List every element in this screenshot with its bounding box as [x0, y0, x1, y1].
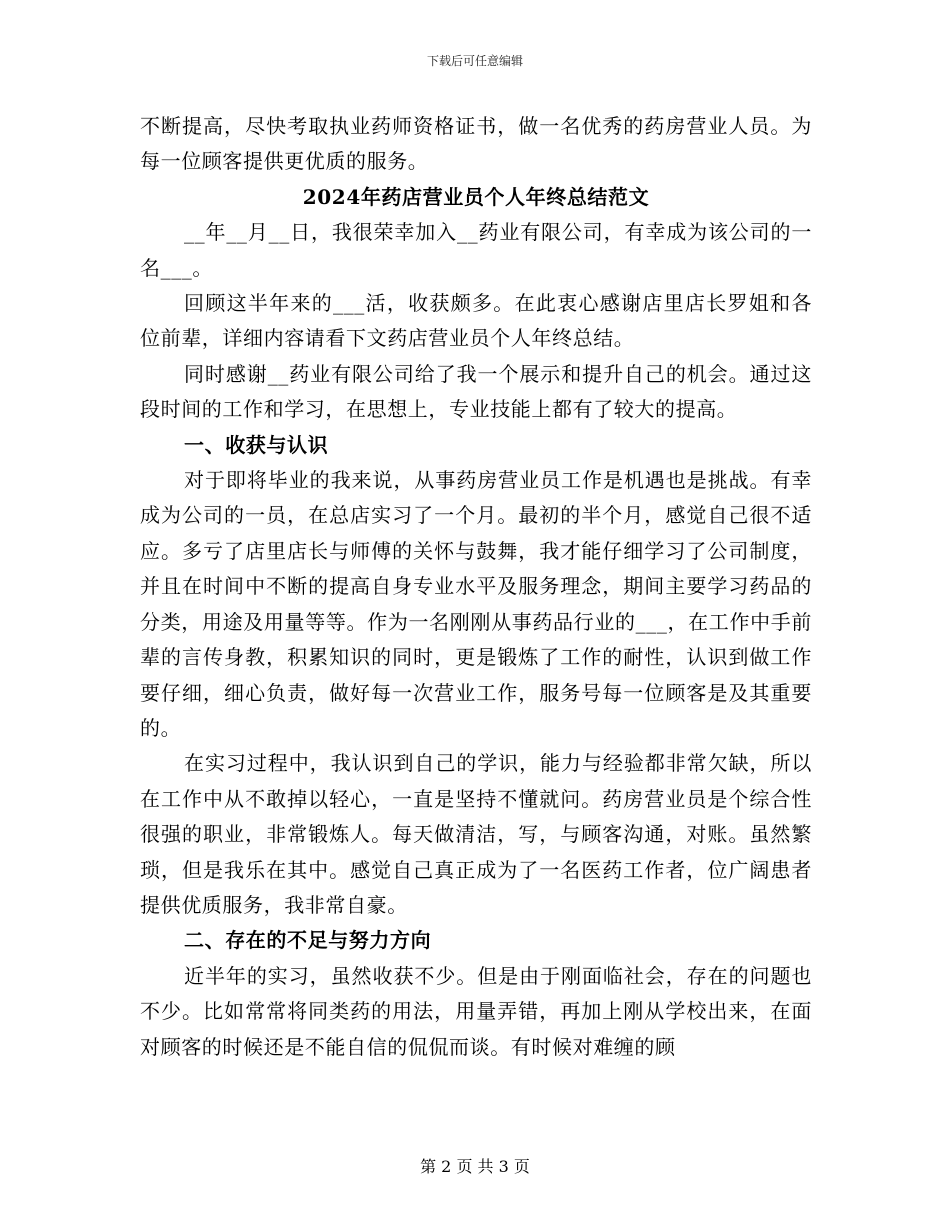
intro-paragraph-2: 回顾这半年来的___活，收获颇多。在此衷心感谢店里店长罗姐和各位前辈，详细内容请看下文药店营业员个人年终总结。: [140, 291, 812, 351]
page-number-footer: 第 2 页 共 3 页: [420, 1157, 530, 1176]
section-1-paragraph-2: 在实习过程中，我认识到自己的学识，能力与经验都非常欠缺，所以在工作中从不敢掉以轻心，一直是坚持不懂就问。药房营业员是个综合性很强的职业，非常锻炼人。每天做清洁，写，与顾客沟通，对账。虽然繁琐，但是我乐在其中。感觉自己真正成为了一名医药工作者，位广阔患者提供优质服务，我非常自豪。: [140, 751, 812, 917]
page-header-note: 下载后可任意编辑: [426, 54, 523, 68]
document-body: [140, 109, 812, 1065]
section-heading-shortcomings: 二、存在的不足与努力方向: [184, 928, 432, 953]
section-heading-gains: 一、收获与认识: [184, 432, 329, 457]
intro-paragraph-3: 同时感谢__药业有限公司给了我一个展示和提升自己的机会。通过这段时间的工作和学习，在思想上，专业技能上都有了较大的提高。: [140, 361, 812, 422]
document-title: 2024年药店营业员个人年终总结范文: [302, 184, 650, 209]
intro-paragraph-1: __年__月__日，我很荣幸加入__药业有限公司，有幸成为该公司的一名___。: [140, 220, 812, 280]
continuation-paragraph: 不断提高，尽快考取执业药师资格证书，做一名优秀的药房营业人员。为每一位顾客提供更优质的服务。: [140, 114, 812, 174]
section-1-paragraph-1: 对于即将毕业的我来说，从事药房营业员工作是机遇也是挑战。有幸成为公司的一员，在总店实习了一个月。最初的半个月，感觉自己很不适应。多亏了店里店长与师傅的关怀与鼓舞，我才能仔细学习了公司制度，并且在时间中不断的提高自身专业水平及服务理念，期间主要学习药品的分类，用途及用量等等。作为一名刚刚从事药品行业的___，在工作中手前辈的言传身教，积累知识的同时，更是锻炼了工作的耐性，认识到做工作要仔细，细心负责，做好每一次营业工作，服务号每一位顾客是及其重要的。: [140, 468, 812, 740]
section-2-paragraph-1: 近半年的实习，虽然收获不少。但是由于刚面临社会，存在的问题也不少。比如常常将同类药的用法，用量弄错，再加上刚从学校出来，在面对顾客的时候还是不能自信的侃侃而谈。有时候对难缠的顾: [140, 963, 812, 1059]
